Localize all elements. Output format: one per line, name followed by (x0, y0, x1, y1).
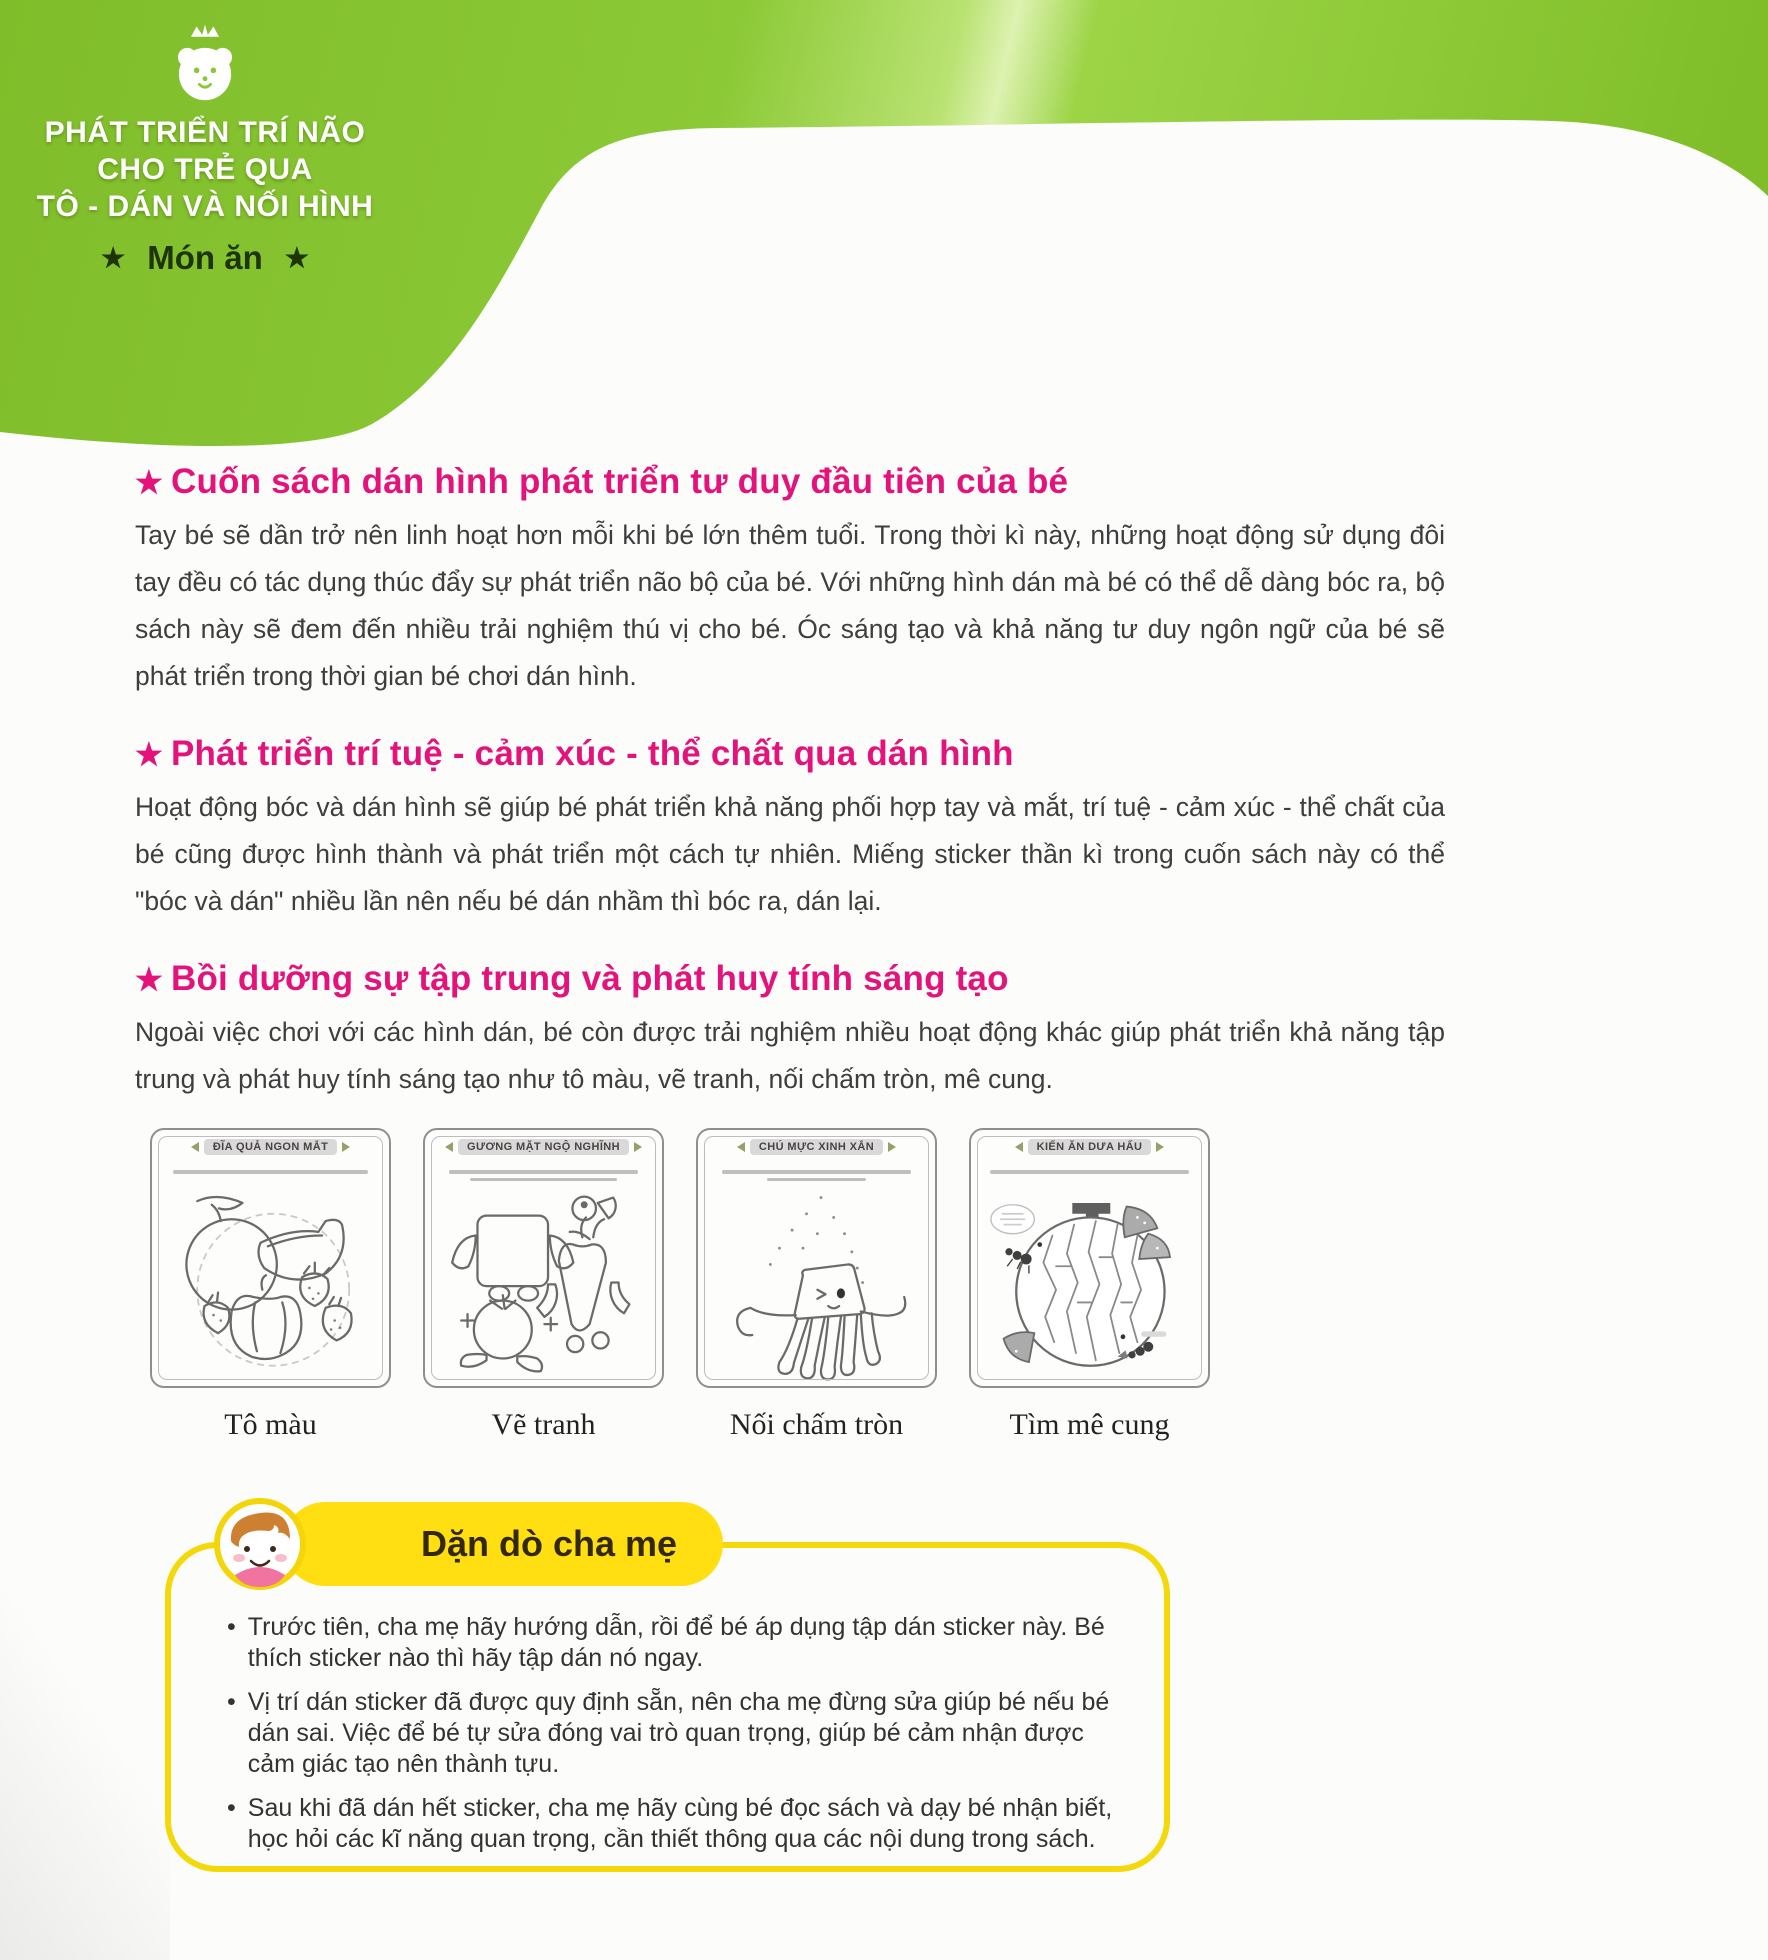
leaf-icon (1015, 1142, 1023, 1152)
leaf-icon (445, 1142, 453, 1152)
bear-crown-icon (163, 22, 247, 114)
bullet-icon: • (227, 1794, 236, 1822)
activity-card-maze (969, 1128, 1210, 1388)
card-caption-blur (425, 1166, 662, 1181)
card-banner (698, 1139, 935, 1155)
card-banner (971, 1139, 1208, 1155)
activity-label-dot-to-dot: Nối chấm tròn (729, 1408, 904, 1441)
bullet-icon: • (227, 1688, 236, 1716)
star-icon: ★ (135, 737, 163, 772)
section-body-3: Ngoài việc chơi với các hình dán, bé còn được trải nghiệm nhiều hoạt động khác giúp phát triển khả năng tập trung và phát huy tính sáng tạo như tô màu, vẽ tranh, nối chấm tròn, mê cung. (135, 1017, 1445, 1094)
note-bullet-2 (227, 1687, 1116, 1780)
leaf-icon (888, 1142, 896, 1152)
card-caption-blur (698, 1166, 935, 1181)
activity-label-maze: Tìm mê cung (1009, 1408, 1170, 1441)
note-bullet-1 (227, 1612, 1116, 1674)
header-tagline (25, 239, 385, 277)
funny-faces-drawing (431, 1174, 656, 1382)
header-title-line-2: CHO TRẺ QUA (97, 153, 313, 186)
card-banner-title: KIẾN ĂN DƯA HẤU (1028, 1139, 1152, 1155)
star-icon: ★ (101, 242, 126, 273)
card-caption-blur (152, 1166, 389, 1174)
card-banner (425, 1139, 662, 1155)
header-title-line-3: TÔ - DÁN VÀ NỐI HÌNH (36, 190, 374, 223)
child-face-icon (213, 1497, 307, 1591)
squid-dot-to-dot-drawing (704, 1174, 929, 1382)
star-icon: ★ (135, 465, 163, 500)
header-tagline-text: Món ăn (147, 239, 263, 276)
card-banner-title: ĐĨA QUẢ NGON MẮT (204, 1139, 337, 1155)
section-heading-2 (135, 734, 1445, 774)
activity-label-coloring: Tô màu (224, 1408, 317, 1441)
activity-card-coloring (150, 1128, 391, 1388)
leaf-icon (634, 1142, 642, 1152)
parent-note-title: Dặn dò cha mẹ (421, 1523, 678, 1564)
note-bullet-3-text: Sau khi đã dán hết sticker, cha mẹ hãy cùng bé đọc sách và dạy bé nhận biết, học hỏi các kĩ năng quan trọng, cần thiết thông qua các nội dung trong sách. (247, 1794, 1113, 1853)
card-caption-blur (971, 1166, 1208, 1174)
note-bullet-1-text: Trước tiên, cha mẹ hãy hướng dẫn, rồi để bé áp dụng tập dán sticker này. Bé thích sticker nào thì hãy tập dán nó ngay. (247, 1613, 1105, 1672)
card-banner-title: CHÚ MỰC XINH XẮN (750, 1139, 883, 1155)
section-heading-1-text: Cuốn sách dán hình phát triển tư duy đầu tiên của bé (171, 462, 1069, 501)
activity-labels (150, 1408, 1220, 1442)
section-heading-3 (135, 959, 1445, 999)
section-body-1: Tay bé sẽ dần trở nên linh hoạt hơn mỗi khi bé lớn thêm tuổi. Trong thời kì này, những hoạt động sử dụng đôi tay đều có tác dụng thúc đẩy sự phát triển não bộ của bé. Với những hình dán mà bé có thể dễ dàng bóc ra, bộ sách này sẽ đem đến nhiều trải nghiệm thú vị cho bé. Óc sáng tạo và khả năng tư duy ngôn ngữ của bé sẽ phát triển trong thời gian bé chơi dán hình. (135, 520, 1445, 691)
note-bullet-2-text: Vị trí dán sticker đã được quy định sẵn, nên cha mẹ đừng sửa giúp bé nếu bé dán sai. Việc để bé tự sửa đóng vai trò quan trọng, giúp bé cảm nhận được cảm giác tạo nên thành tựu. (247, 1688, 1110, 1778)
leaf-icon (1156, 1142, 1164, 1152)
activity-thumbnails (150, 1128, 1220, 1388)
activity-label-drawing: Vẽ tranh (491, 1408, 596, 1441)
header (25, 22, 385, 277)
parent-note-box (165, 1523, 1170, 1872)
section-body-2: Hoạt động bóc và dán hình sẽ giúp bé phát triển khả năng phối hợp tay và mắt, trí tuệ - cảm xúc - thể chất của bé cũng được hình thành và phát triển một cách tự nhiên. Miếng sticker thần kì trong cuốn sách này có thể "bóc và dán" nhiều lần nên nếu bé dán nhầm thì bóc ra, dán lại. (135, 792, 1445, 916)
activity-card-drawing (423, 1128, 664, 1388)
section-heading-3-text: Bồi dưỡng sự tập trung và phát huy tính sáng tạo (171, 959, 1009, 998)
parent-note-title-pill (283, 1502, 723, 1586)
section-heading-1 (135, 462, 1445, 502)
leaf-icon (191, 1142, 199, 1152)
activity-card-dot-to-dot (696, 1128, 937, 1388)
section-heading-2-text: Phát triển trí tuệ - cảm xúc - thể chất qua dán hình (171, 734, 1014, 773)
star-icon: ★ (135, 962, 163, 997)
leaf-icon (737, 1142, 745, 1152)
card-banner-title: GƯƠNG MẶT NGỘ NGHĨNH (458, 1139, 629, 1155)
fruit-plate-drawing (158, 1174, 383, 1382)
parent-note-bullets (171, 1548, 1164, 1855)
header-title-line-1: PHÁT TRIỂN TRÍ NÃO (44, 116, 366, 149)
note-bullet-3 (227, 1793, 1116, 1855)
page-edge-shadow (0, 1580, 170, 1960)
watermelon-maze-drawing (977, 1174, 1202, 1382)
star-icon: ★ (284, 242, 309, 273)
bullet-icon: • (227, 1613, 236, 1641)
card-banner (152, 1139, 389, 1155)
leaf-icon (342, 1142, 350, 1152)
intro-sections (135, 462, 1445, 1137)
